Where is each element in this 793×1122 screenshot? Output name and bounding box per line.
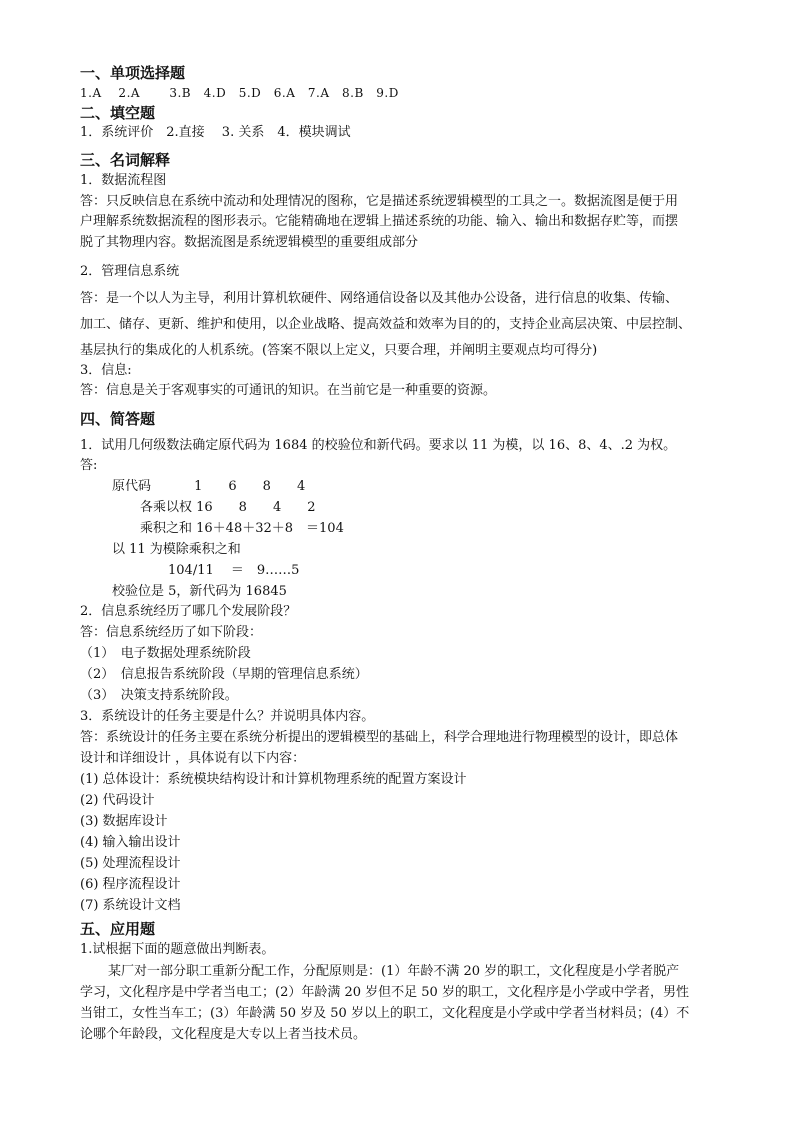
short-answer-3-title: 3．系统设计的任务主要是什么？并说明具体内容。 — [80, 709, 375, 724]
design-item-5: (5) 处理流程设计 — [80, 856, 181, 871]
term-3-answer: 答：信息是关于客观事实的可通讯的知识。在当前它是一种重要的资源。 — [80, 383, 497, 398]
short-answer-3-line-2: 设计和详细设计 ，具体说有以下内容： — [80, 751, 306, 766]
section-heading-single-choice: 一、单项选择题 — [80, 64, 186, 82]
fill-blank-answers: 1．系统评价 2.直接 3. 关系 4．模块调试 — [80, 125, 351, 140]
section-heading-fill-blank: 二、填空题 — [80, 104, 156, 122]
calc-product-sum: 乘积之和 16＋48＋32＋8 ＝104 — [140, 521, 344, 536]
calc-division: 104/11 ＝ 9……5 — [168, 563, 300, 578]
term-2-title: 2．管理信息系统 — [80, 264, 180, 279]
calc-weights: 各乘以权 16 8 4 2 — [140, 500, 316, 515]
section-heading-term-explanation: 三、名词解释 — [80, 151, 171, 169]
application-paragraph-line-2: 学习，文化程序是中学者当电工；(2）年龄满 20 岁但不足 50 岁的职工，文化程序是小学或中学者，男性 — [80, 985, 689, 1000]
term-2-answer-line-2: 加工、储存、更新、维护和使用，以企业战略、提高效益和效率为目的的，支持企业高层决策、中层控制、 — [80, 317, 692, 332]
application-1-title: 1.试根据下面的题意做出判断表。 — [80, 942, 275, 957]
design-item-6: (6) 程序流程设计 — [80, 877, 181, 892]
stage-item-1: （1） 电子数据处理系统阶段 — [80, 646, 251, 661]
stage-item-3: （3） 决策支持系统阶段。 — [80, 688, 238, 703]
application-paragraph-line-1: 某厂对一部分职工重新分配工作，分配原则是：(1）年龄不满 20 岁的职工，文化程度是小学者脱产 — [108, 964, 680, 979]
term-1-title: 1．数据流程图 — [80, 173, 167, 188]
design-item-4: (4) 输入输出设计 — [80, 835, 181, 850]
short-answer-3-line-1: 答：系统设计的任务主要在系统分析提出的逻辑模型的基础上，科学合理地进行物理模型的设计，即总体 — [80, 730, 679, 745]
term-1-answer-line-1: 答：只反映信息在系统中流动和处理情况的图称，它是描述系统逻辑模型的工具之一。数据流图是便于用 — [80, 194, 679, 209]
section-heading-short-answer: 四、简答题 — [80, 410, 156, 428]
short-answer-2-label: 答：信息系统经历了如下阶段： — [80, 625, 263, 640]
design-item-1: (1) 总体设计：系统模块结构设计和计算机物理系统的配置方案设计 — [80, 772, 467, 787]
calc-original-code: 原代码 1 6 8 4 — [112, 479, 306, 494]
calc-result: 校验位是 5，新代码为 16845 — [112, 584, 287, 599]
section-heading-application: 五、应用题 — [80, 920, 156, 938]
application-paragraph-line-4: 论哪个年龄段，文化程度是大专以上者当技术员。 — [80, 1027, 367, 1042]
term-1-answer-line-3: 脱了其物理内容。数据流图是系统逻辑模型的重要组成部分 — [80, 235, 419, 250]
short-answer-1-title: 1．试用几何级数法确定原代码为 1684 的校验位和新代码。要求以 11 为模，以 16、8、4、.2 为权。 — [80, 438, 677, 453]
design-item-7: (7) 系统设计文档 — [80, 898, 181, 913]
calc-modulus-label: 以 11 为模除乘积之和 — [112, 542, 241, 557]
short-answer-1-label: 答: — [80, 458, 98, 473]
stage-item-2: （2） 信息报告系统阶段（早期的管理信息系统） — [80, 667, 368, 682]
design-item-3: (3) 数据库设计 — [80, 814, 168, 829]
term-2-answer-line-1: 答：是一个以人为主导，利用计算机软硬件、网络通信设备以及其他办公设备，进行信息的收集、传输、 — [80, 291, 679, 306]
short-answer-2-title: 2．信息系统经历了哪几个发展阶段？ — [80, 604, 297, 619]
term-3-title: 3．信息: — [80, 363, 132, 378]
application-paragraph-line-3: 当钳工，女性当车工；(3）年龄满 50 岁及 50 岁以上的职工，文化程度是小学或中学者当材料员；(4）不 — [80, 1006, 690, 1021]
single-choice-answers: 1.A 2.A 3.B 4.D 5.D 6.A 7.A 8.B 9.D — [80, 86, 399, 100]
design-item-2: (2) 代码设计 — [80, 793, 155, 808]
term-1-answer-line-2: 户理解系统数据流程的图形表示。它能精确地在逻辑上描述系统的功能、输入、输出和数据存贮等，而摆 — [80, 214, 679, 229]
term-2-answer-line-3: 基层执行的集成化的人机系统。(答案不限以上定义，只要合理，并阐明主要观点均可得分) — [80, 343, 598, 358]
